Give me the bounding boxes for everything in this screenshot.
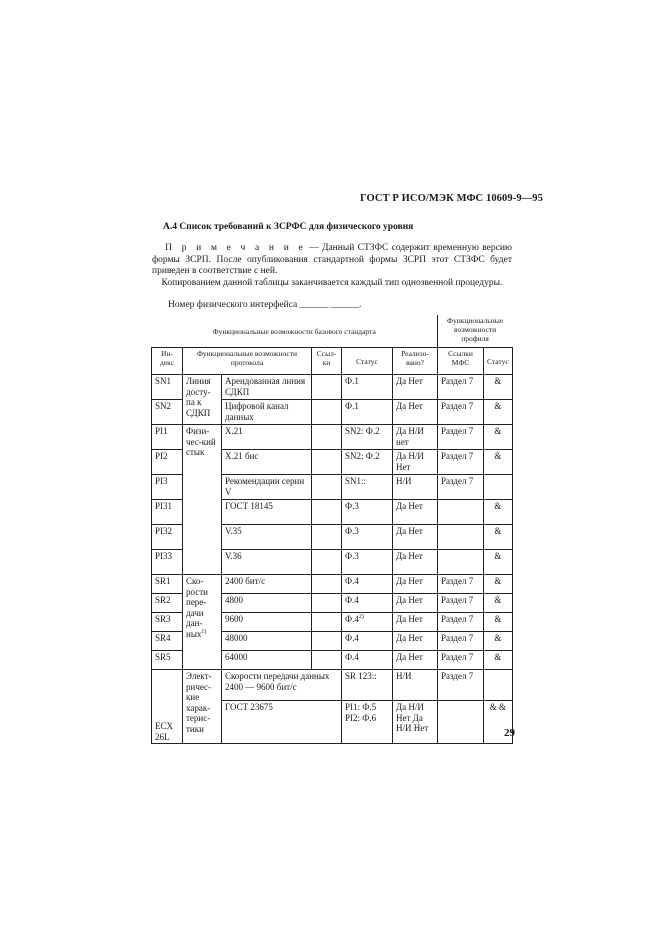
row-pstatus: &: [484, 500, 513, 525]
row-status: Ф.1: [342, 375, 393, 400]
row-status: PI1: Ф.5 PI2: Ф.6: [342, 701, 393, 744]
row-status-text: Ф.4: [345, 614, 359, 624]
row-status: Ф.4: [342, 632, 393, 651]
row-desc: 2400 бит/с: [222, 575, 312, 594]
row-desc: ГОСТ 23675: [222, 701, 342, 744]
row-mfs: Раздел 7: [438, 450, 484, 475]
note-text: — Данный СТЗФС содержит временную версию формы ЗСРП. После опубликования стандартной формы ЗСРП этот СТЗФС будет приведен в соответствие с ней.: [152, 243, 513, 276]
col-header-index: Ин-декс: [152, 348, 183, 375]
row-impl: Да Нет: [393, 575, 438, 594]
row-desc: Рекомендации серии V: [222, 475, 312, 500]
row-impl: Н/И: [393, 670, 438, 701]
row-desc: Цифровой канал данных: [222, 400, 312, 425]
group-label-speeds-text: Ско-рости пере-дачи дан-ных: [186, 576, 208, 639]
row-desc: 64000: [222, 651, 312, 670]
group-base-header: Функциональные возможности базового стандарта: [152, 315, 438, 348]
row-index: PI31: [152, 500, 183, 525]
row-mfs: Раздел 7: [438, 475, 484, 500]
row-pstatus: &: [484, 425, 513, 450]
row-impl: Да Нет: [393, 550, 438, 575]
row-desc: ГОСТ 18145: [222, 500, 312, 525]
row-mfs: Раздел 7: [438, 425, 484, 450]
requirements-table: [151, 315, 513, 744]
row-pstatus: &: [484, 525, 513, 550]
row-impl: Да Н/И нет: [393, 425, 438, 450]
row-impl: Да Нет: [393, 400, 438, 425]
row-impl: Да Н/И Нет Да Н/И Нет: [393, 701, 438, 744]
section-title: А.4 Список требований к ЗСРФС для физического уровня: [163, 222, 414, 232]
row-status: Ф.3: [342, 500, 393, 525]
row-mfs: Раздел 7: [438, 651, 484, 670]
row-status: Ф.3: [342, 525, 393, 550]
row-refs: [312, 651, 342, 670]
page-number: 29: [504, 727, 515, 739]
row-impl: Да Нет: [393, 375, 438, 400]
row-status: Ф.4: [342, 594, 393, 613]
row-pstatus: &: [484, 575, 513, 594]
row-index: SR3: [152, 613, 183, 632]
row-index: SR4: [152, 632, 183, 651]
row-impl: Да Нет: [393, 525, 438, 550]
row-refs: [312, 475, 342, 500]
group-label-phys: Физи-чес-кий стык: [183, 425, 222, 575]
group-label-speeds: [183, 575, 222, 670]
row-impl: Да Н/И Нет: [393, 450, 438, 475]
row-mfs: Раздел 7: [438, 632, 484, 651]
row-refs: [312, 613, 342, 632]
row-mfs: Раздел 7: [438, 670, 484, 701]
col-header-mfs-refs: Ссылки МФС: [438, 348, 484, 375]
row-mfs: Раздел 7: [438, 375, 484, 400]
row-refs: [312, 450, 342, 475]
row-refs: [312, 525, 342, 550]
row-index: SR2: [152, 594, 183, 613]
row-pstatus: & &: [484, 701, 513, 744]
row-status: SN2: Ф.2: [342, 425, 393, 450]
row-desc: X.21: [222, 425, 312, 450]
row-desc: 9600: [222, 613, 312, 632]
row-status: Ф.3: [342, 550, 393, 575]
row-index: ECX 26L: [152, 670, 183, 744]
col-header-func: Функциональные возможности протокола: [183, 348, 312, 375]
row-desc: Скорости передачи данных 2400 — 9600 бит/с: [222, 670, 342, 701]
row-refs: [312, 550, 342, 575]
row-index: SR5: [152, 651, 183, 670]
row-impl: Да Нет: [393, 500, 438, 525]
col-header-impl: Реализо-вано?: [393, 348, 438, 375]
group-profile-header: Функциональные возможности профиля: [438, 315, 513, 348]
row-mfs: [438, 701, 484, 744]
row-index: PI33: [152, 550, 183, 575]
row-desc: Арендованная линия СДКП: [222, 375, 312, 400]
row-pstatus: &: [484, 651, 513, 670]
row-status: SN2: Ф.2: [342, 450, 393, 475]
row-status: Ф.4: [342, 575, 393, 594]
row-refs: [312, 632, 342, 651]
row-index: PI2: [152, 450, 183, 475]
row-desc: 48000: [222, 632, 312, 651]
note-paragraph: [152, 243, 512, 278]
document-header: ГОСТ Р ИСО/МЭК МФС 10609-9—95: [360, 193, 543, 204]
col-header-refs: Ссыл-ки: [312, 348, 342, 375]
row-status: Ф.1: [342, 400, 393, 425]
table-row: [152, 425, 513, 450]
copy-text: Копированием данной таблицы заканчивается каждый тип однозвенной процедуры.: [161, 278, 503, 288]
row-pstatus: &: [484, 375, 513, 400]
row-pstatus: &: [484, 450, 513, 475]
group-label-line: Линия досту-па к СДКП: [183, 375, 222, 425]
row-mfs: Раздел 7: [438, 594, 484, 613]
row-pstatus: [484, 475, 513, 500]
row-status: SR 123::: [342, 670, 393, 701]
row-mfs: [438, 500, 484, 525]
row-refs: [312, 500, 342, 525]
table-row: [152, 670, 513, 701]
table-row: [152, 375, 513, 400]
footnote-ref-2: 2): [358, 614, 364, 620]
row-impl: Да Нет: [393, 613, 438, 632]
row-refs: [312, 594, 342, 613]
row-refs: [312, 375, 342, 400]
row-index: SN2: [152, 400, 183, 425]
col-header-profile-status: Статус: [484, 348, 513, 375]
footnote-ref-1: 1): [201, 628, 207, 635]
row-mfs: Раздел 7: [438, 575, 484, 594]
row-pstatus: &: [484, 550, 513, 575]
column-header-row: [152, 348, 513, 375]
group-label-elec: Элект-ричес-кие харак-терис-тики: [183, 670, 222, 744]
row-impl: Н/И: [393, 475, 438, 500]
row-mfs: [438, 550, 484, 575]
copy-paragraph: [152, 278, 512, 290]
row-index: PI32: [152, 525, 183, 550]
row-desc: V.35: [222, 525, 312, 550]
table-row: [152, 575, 513, 594]
row-index: PI1: [152, 425, 183, 450]
row-pstatus: &: [484, 594, 513, 613]
row-refs: [312, 425, 342, 450]
col-header-status: Статус: [342, 348, 393, 375]
row-pstatus: &: [484, 632, 513, 651]
group-header-row: [152, 315, 513, 348]
row-status: SN1::: [342, 475, 393, 500]
row-impl: Да Нет: [393, 632, 438, 651]
row-pstatus: &: [484, 400, 513, 425]
row-status: Ф.4: [342, 651, 393, 670]
row-impl: Да Нет: [393, 594, 438, 613]
row-mfs: Раздел 7: [438, 613, 484, 632]
row-refs: [312, 575, 342, 594]
row-index: PI3: [152, 475, 183, 500]
row-index: SN1: [152, 375, 183, 400]
interface-number-label: Номер физического интерфейса ______ ______.: [168, 300, 362, 310]
row-mfs: [438, 525, 484, 550]
row-desc: X.21 бис: [222, 450, 312, 475]
note-label: П р и м е ч а н и е: [165, 243, 306, 253]
row-index: SR1: [152, 575, 183, 594]
row-pstatus: &: [484, 613, 513, 632]
row-desc: V.36: [222, 550, 312, 575]
row-mfs: Раздел 7: [438, 400, 484, 425]
row-impl: Да Нет: [393, 651, 438, 670]
row-refs: [312, 400, 342, 425]
row-pstatus: [484, 670, 513, 701]
row-desc: 4800: [222, 594, 312, 613]
row-status: [342, 613, 393, 632]
